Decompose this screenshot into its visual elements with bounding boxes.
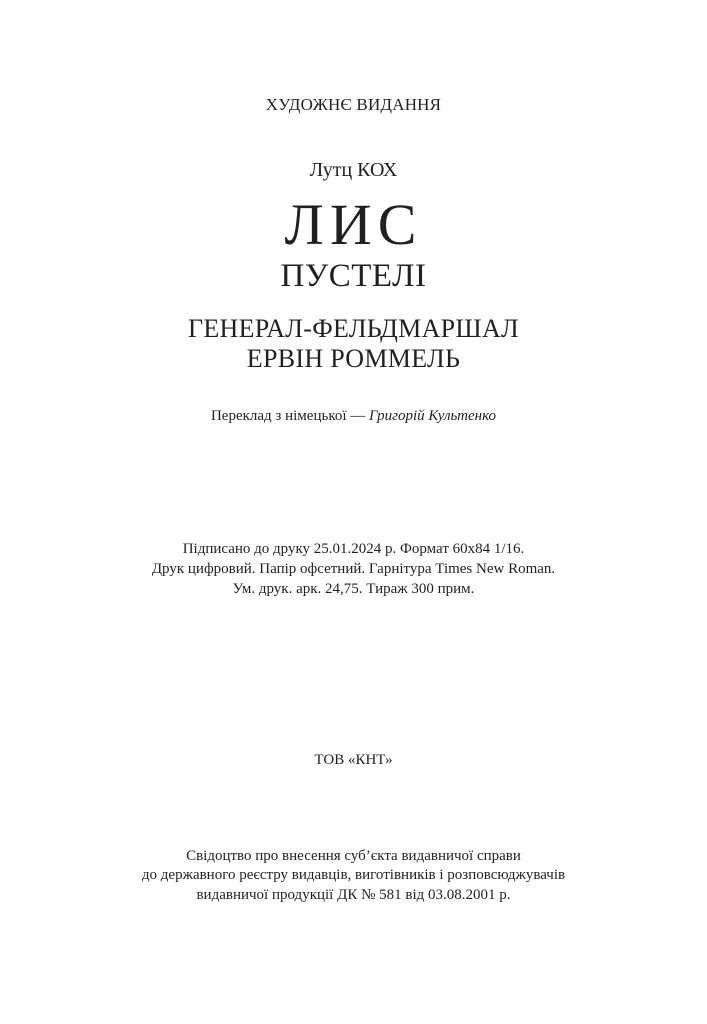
- book-subtitle-line-1: ГЕНЕРАЛ-ФЕЛЬДМАРШАЛ: [188, 314, 519, 343]
- book-subtitle-line-2: ЕРВІН РОММЕЛЬ: [246, 344, 461, 373]
- certificate-line-2: до державного реєстру видавців, виготівників і розповсюджувачів: [141, 867, 566, 883]
- book-title-sub: ПУСТЕЛІ: [280, 258, 427, 294]
- author-name: Лутц КОХ: [309, 159, 398, 181]
- imprint-line-3: Ум. друк. арк. 24,75. Тираж 300 прим.: [232, 581, 475, 597]
- publisher-name: ТОВ «КНТ»: [314, 752, 393, 768]
- translator-name: Григорій Культенко: [369, 408, 497, 424]
- translation-prefix: Переклад з німецької —: [210, 408, 370, 424]
- imprint-line-1: Підписано до друку 25.01.2024 р. Формат 60х84 1/16.: [182, 541, 525, 557]
- imprint-line-2: Друк цифровий. Папір офсетний. Гарнітура Times New Roman.: [151, 561, 556, 577]
- book-title-main: ЛИС: [284, 192, 423, 257]
- translation-credit: [0, 409, 707, 424]
- certificate-line-3: видавничої продукції ДК № 581 від 03.08.2001 р.: [196, 887, 511, 903]
- certificate-line-1: Свідоцтво про внесення суб’єкта видавничої справи: [186, 848, 521, 864]
- series-label: ХУДОЖНЄ ВИДАННЯ: [265, 95, 442, 114]
